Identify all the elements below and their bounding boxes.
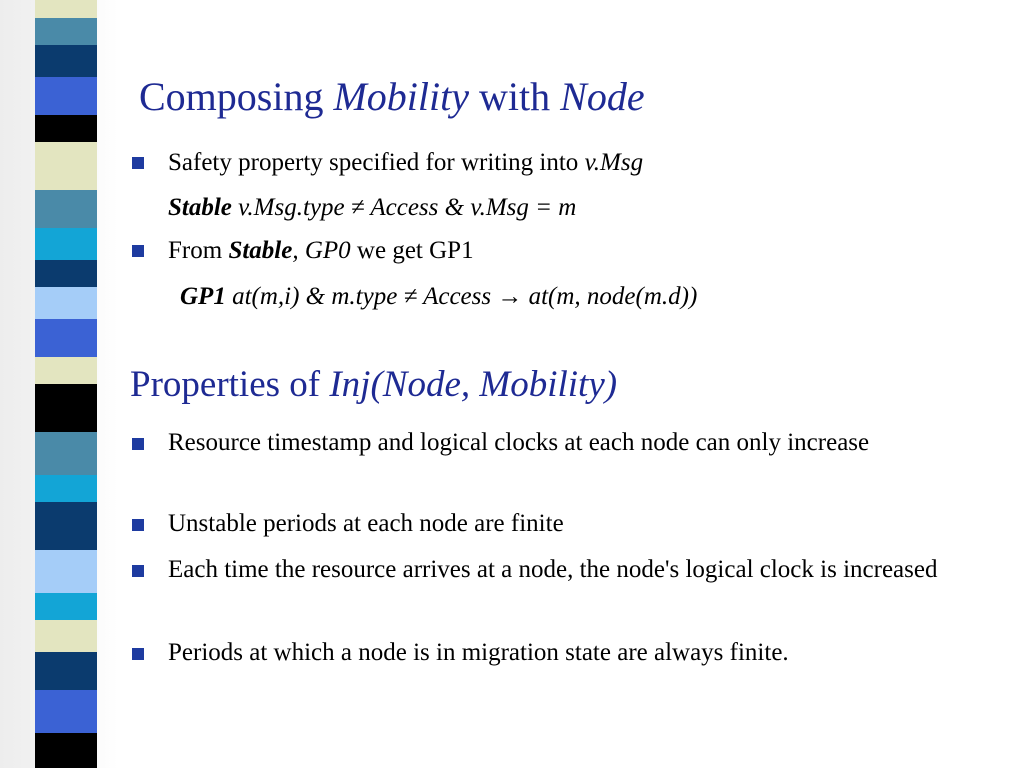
- section-title-plain: Properties of: [130, 364, 330, 405]
- list-item: Periods at which a node is in migration state are always finite.: [168, 639, 789, 666]
- bullet-safety-property: [168, 144, 643, 182]
- formula-gp1: [180, 278, 697, 316]
- title-part-3: with: [469, 74, 561, 119]
- decorative-bar-block: [35, 733, 97, 768]
- bullet-square-icon: [132, 519, 144, 531]
- decorative-bar-block: [35, 18, 97, 45]
- section-title-properties: [130, 364, 617, 407]
- decorative-bar-block: [35, 228, 97, 260]
- decorative-bar-block: [35, 652, 97, 690]
- list-item: Each time the resource arrives at a node, the node's logical clock is increased: [168, 556, 938, 583]
- bullet-square-icon: [132, 648, 144, 660]
- list-item: Resource timestamp and logical clocks at each node can only increase: [168, 429, 870, 456]
- decorative-bar-block: [35, 432, 97, 475]
- bullet-square-icon: [132, 157, 144, 169]
- formula-stable-keyword: Stable: [168, 194, 232, 221]
- decorative-bar-block: [35, 45, 97, 77]
- decorative-bar-block: [35, 620, 97, 652]
- decorative-bar-block: [35, 593, 97, 620]
- list-item: Unstable periods at each node are finite: [168, 510, 564, 537]
- bullet-from-stable-keyword: Stable: [228, 237, 293, 264]
- bullet-safety-text: Safety property specified for writing into: [168, 149, 585, 176]
- bullet-from-stable: [168, 232, 474, 270]
- decorative-bar-block: [35, 0, 97, 18]
- decorative-bar-block: [35, 287, 97, 319]
- bullet-from-separator: ,: [292, 237, 305, 264]
- decorative-bar-block: [35, 690, 97, 733]
- decorative-bar-block: [35, 115, 97, 142]
- formula-stable: [168, 189, 576, 227]
- decorative-bar-block: [35, 357, 97, 384]
- section-title-italic: Inj(Node, Mobility): [329, 364, 618, 405]
- bullet-square-icon: [132, 245, 144, 257]
- formula-gp1-expression: at(m,i) & m.type ≠ Access → at(m, node(m.d)): [225, 283, 698, 310]
- decorative-bar-column: [35, 0, 97, 768]
- decorative-bar-block: [35, 502, 97, 550]
- decorative-bar-block: [35, 475, 97, 502]
- title-part-2: Mobility: [333, 74, 470, 119]
- decorative-bar-block: [35, 142, 97, 190]
- formula-stable-expression: v.Msg.type ≠ Access & v.Msg = m: [231, 194, 577, 221]
- decorative-bar-block: [35, 190, 97, 228]
- title-part-1: Composing: [139, 74, 334, 119]
- formula-gp1-keyword: GP1: [180, 283, 226, 310]
- bullet-from-text: From: [168, 237, 229, 264]
- bullet-from-rest: we get GP1: [350, 237, 474, 264]
- bullet-safety-vmsg: v.Msg: [584, 149, 644, 176]
- decorative-bar-block: [35, 550, 97, 593]
- bullet-from-gp0: GP0: [304, 237, 351, 264]
- bullet-square-icon: [132, 438, 144, 450]
- title-part-4: Node: [560, 74, 645, 119]
- decorative-bar-block: [35, 77, 97, 115]
- decorative-bar-block: [35, 384, 97, 432]
- decorative-bar-block: [35, 319, 97, 357]
- decorative-bar-block: [35, 260, 97, 287]
- slide-title: [139, 74, 645, 120]
- bullet-square-icon: [132, 565, 144, 577]
